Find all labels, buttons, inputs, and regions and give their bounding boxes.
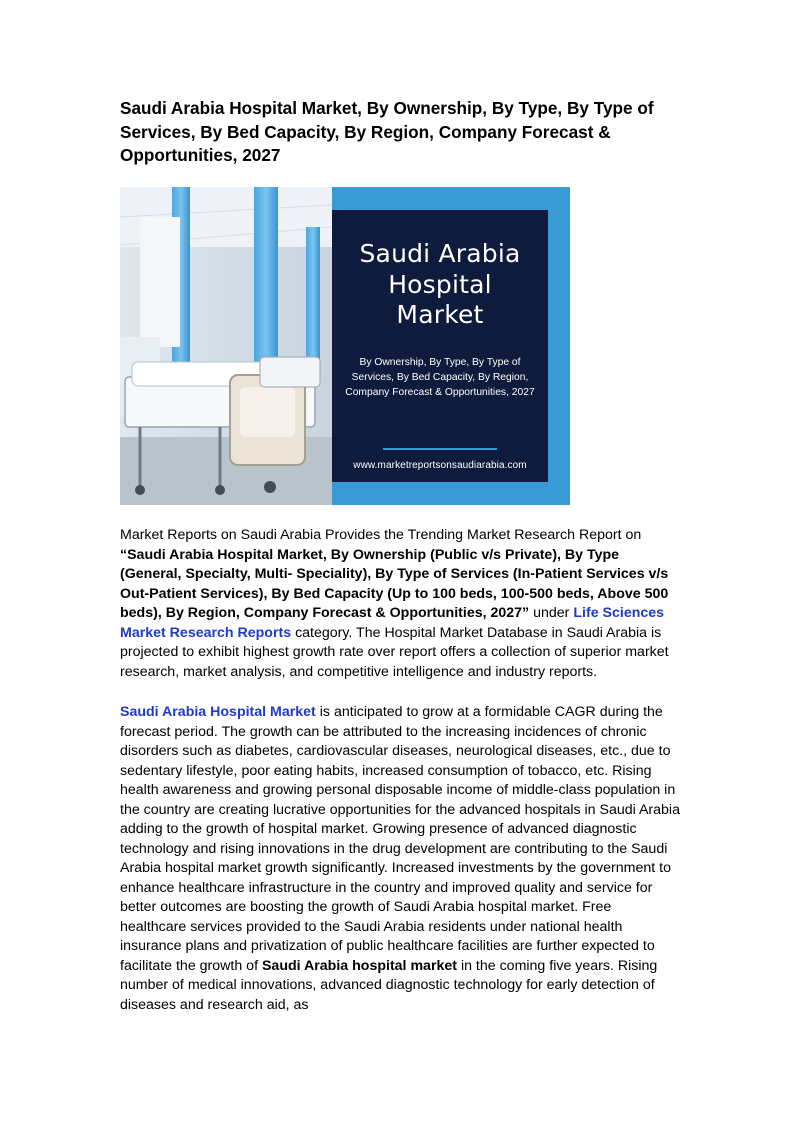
banner-headline-line: Market: [396, 300, 484, 329]
page-title: Saudi Arabia Hospital Market, By Ownership, By Type, By Type of Services, By Bed Capacity, By Region, Company Forecast & Opportunities, 2027: [120, 98, 654, 165]
banner-url: www.marketreportsonsaudiarabia.com: [353, 459, 527, 471]
market-text: is anticipated to grow at a formidable CAGR during the forecast period. The growth can be attributed to the increasing incidences of chronic disorders such as diabetes, cardiovascular diseases, neurological diseases, etc., due to sedentary lifestyle, poor eating habits, increased consumption of tobacco, etc. Rising health awareness and growing personal disposable income of middle-class population in the country are creating lucrative opportunities for the advanced hospitals in Saudi Arabia adding to the growth of hospital market. Growing presence of advanced diagnostic technology and rising innovations in the drug development are contributing to the Saudi Arabia hospital market growth significantly. Increased investments by the government to enhance healthcare infrastructure in the country and improved quality and service for better outcomes are boosting the growth of Saudi Arabia hospital market. Free healthcare services provided to the Saudi Arabia residents under national health insurance plans and privatization of public healthcare facilities are further expected to facilitate the growth of: [120, 704, 680, 974]
market-bold-phrase: Saudi Arabia hospital market: [261, 957, 457, 974]
banner-headline-line: Saudi Arabia: [359, 239, 521, 268]
banner-text-panel: [332, 210, 548, 482]
intro-lead: Market Reports on Saudi Arabia Provides the Trending Market Research Report on: [120, 527, 642, 543]
banner-headline-line: Hospital: [388, 269, 492, 299]
report-title: “Saudi Arabia Hospital Market, By Ownership (Public v/s Private), By Type (General, Specialty, Multi- Speciality), By Type of Services (In-Patient Services v/s Out-Patient Services), By Bed Capacity (Up to 100 beds, 100-500 beds, Above 500 beds), By Region, Company Forecast & Opportunities, 2027”: [120, 546, 669, 621]
banner-divider: [383, 448, 497, 450]
banner-headline: [332, 239, 548, 331]
banner-subtitle: By Ownership, By Type, By Type of Services, By Bed Capacity, By Region, Company Forecast & Opportunities, 2027: [345, 356, 535, 399]
intro-paragraph: [120, 526, 680, 682]
intro-under: under: [533, 605, 570, 621]
market-paragraph: [120, 703, 680, 1015]
report-banner: [120, 187, 570, 505]
saudi-hospital-market-link[interactable]: Saudi Arabia Hospital Market: [120, 704, 316, 720]
intro-rest: category. The Hospital Market Database in Saudi Arabia is projected to exhibit highest growth rate over report offers a collection of superior market research, market analysis, and competitive intelligence and industry reports.: [120, 624, 669, 680]
life-sciences-reports-link[interactable]: Life Sciences Market Research Reports: [120, 605, 665, 641]
market-text-continued: in the coming five years. Rising number of medical innovations, advanced diagnostic technology for early detection of diseases and research aid, as: [120, 957, 658, 1013]
